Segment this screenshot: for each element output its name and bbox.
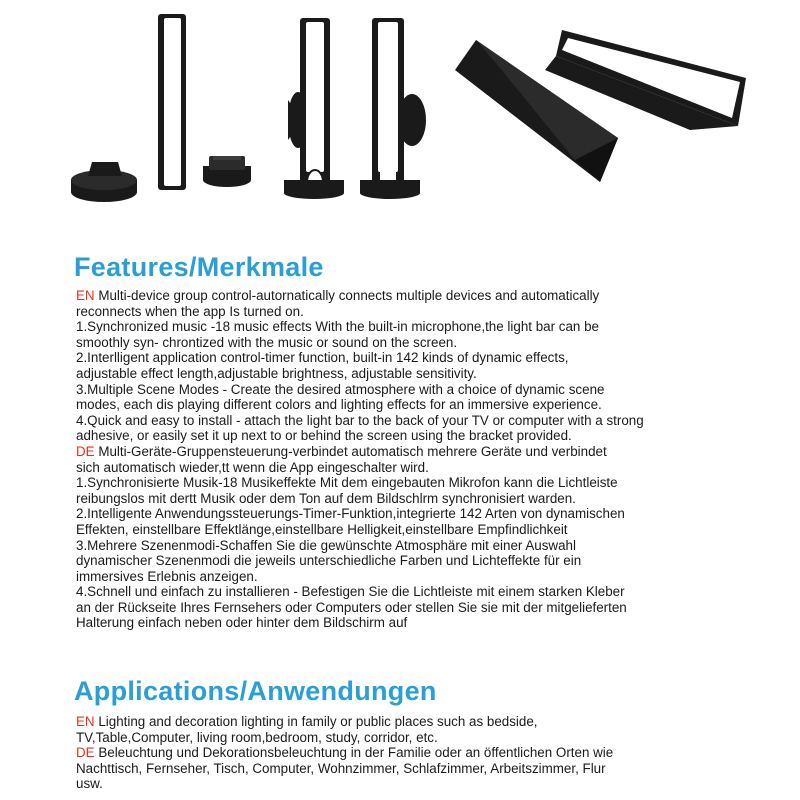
text-line [76,350,776,366]
line-text: immersives Erlebnis anzeigen. [76,568,258,584]
line-text: 1.Synchronized music -18 music effects With the built-in microphone,the light bar can be [76,319,599,335]
text-line [76,776,776,792]
text-line [76,506,776,522]
line-text: an der Rückseite Ihres Fernsehers oder Computers oder stellen Sie sie mit der mitgelieferten [76,599,627,615]
line-text: Lighting and decoration lighting in family or public places such as bedside, [94,714,538,729]
text-line [76,522,776,538]
features-text [76,288,776,631]
text-line [76,397,776,413]
line-text: modes, each dis playing different colors and lighting effects for an immersive experience. [76,397,602,413]
text-line [76,600,776,616]
light-bar-stand-front-icon [360,18,426,199]
language-tag: EN [76,714,95,729]
line-text: 4.Schnell und einfach zu installieren - Befestigen Sie die Lichtleiste mit einem starken Kleber [76,584,625,600]
line-text: usw. [76,776,103,792]
text-line [76,335,776,351]
language-tag: DE [76,745,95,761]
line-text: Beleuchtung und Dekorationsbeleuchtung in der Familie oder an öffentlichen Orten wie [94,745,614,761]
text-line [76,444,776,460]
line-text: Multi-device group control-autornatically connects multiple devices and automatically [94,288,600,303]
language-tag: DE [76,443,95,459]
line-text: adjustable effect length,adjustable brightness, adjustable sensitivity. [76,365,477,381]
text-line [76,569,776,585]
line-text: reibungslos mit dertt Musik oder dem Ton auf dem Bildschlrm synchronisiert warden. [76,490,576,506]
text-line [76,553,776,569]
text-line [76,475,776,491]
bracket-block-icon [203,156,251,187]
line-text: TV,Table,Computer, living room,bedroom, study, corridor, etc. [76,729,438,745]
line-text: 2.Interlligent application control-timer function, built-in 142 kinds of dynamic effects, [76,350,569,366]
line-text: dynamischer Szenenmodi die jeweils unterschiedliche Farben und Lichteffekte für ein [76,553,582,569]
applications-title: Applications/Anwendungen [74,676,437,706]
text-line [76,413,776,429]
text-line [76,761,776,777]
text-line [76,584,776,600]
line-text: Halterung einfach neben oder hinter dem Bildschirm auf [76,615,408,631]
text-line [76,714,776,730]
applications-text [76,714,776,792]
line-text: 4.Quick and easy to install - attach the light bar to the back of your TV or computer with a strong [76,412,644,428]
text-line [76,538,776,554]
line-text: Effekten, einstellbare Effektlänge,einstellbare Helligkeit,einstellbare Empfindlichkeit [76,521,568,537]
text-line [76,460,776,476]
language-tag: EN [76,288,95,303]
line-text: 3.Multiple Scene Modes - Create the desired atmosphere with a choice of dynamic scene [76,381,605,397]
product-illustration [0,0,800,235]
text-line [76,382,776,398]
text-line [76,428,776,444]
light-bar-stand-side-icon [284,18,344,199]
text-line [76,288,776,304]
line-text: 2.Intelligente Anwendungssteuerungs-Timer-Funktion,integrierte 142 Arten von dynamischen [76,506,625,522]
line-text: 1.Synchronisierte Musik-18 Musikeffekte Mit dem eingebauten Mikrofon kann die Lichtleiste [76,475,618,491]
line-text: reconnects when the app Is turned on. [76,303,304,319]
line-text: 3.Mehrere Szenenmodi-Schaffen Sie die gewünschte Atmosphäre mit einer Auswahl [76,537,576,553]
text-line [76,615,776,631]
light-bar-front-icon [158,14,186,190]
line-text: sich automatisch wieder,tt wenn die App eingeschalter wird. [76,459,429,475]
base-disc-icon [71,162,137,202]
text-line [76,491,776,507]
line-text: Multi-Geräte-Gruppensteuerung-verbindet automatisch mehrere Geräte und verbindet [94,443,607,459]
line-text: smoothly syn- chrontized with the music or sound on the screen. [76,334,458,350]
text-line [76,319,776,335]
line-text: Nachttisch, Fernseher, Tisch, Computer, Wohnzimmer, Schlafzimmer, Arbeitszimmer, Flur [76,760,606,776]
line-text: adhesive, or easily set it up next to or behind the screen using the bracket provided. [76,428,572,444]
text-line [76,745,776,761]
features-title: Features/Merkmale [74,252,324,282]
text-line [76,366,776,382]
text-line [76,730,776,746]
text-line [76,304,776,320]
